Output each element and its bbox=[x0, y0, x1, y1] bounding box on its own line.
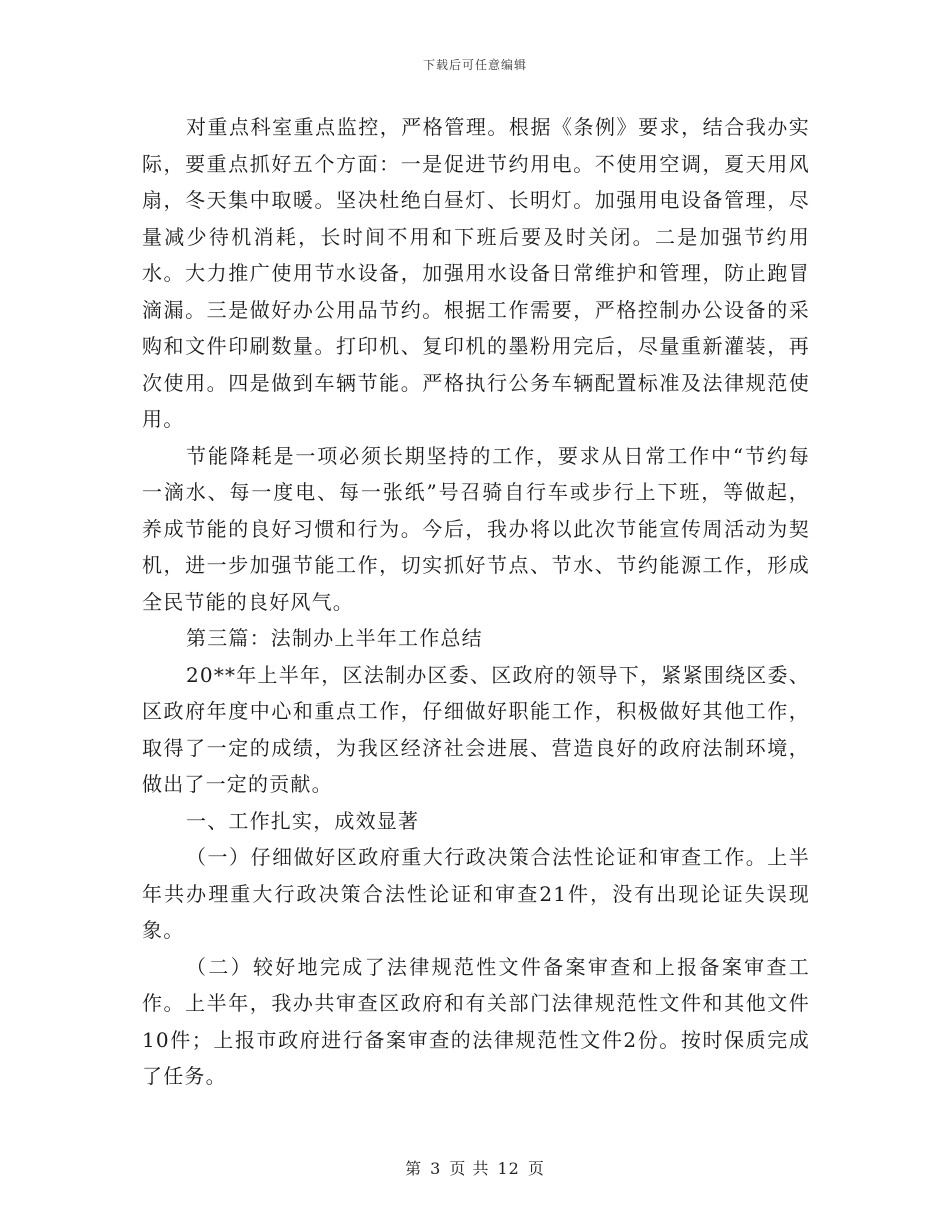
paragraph-item-2: （二）较好地完成了法律规范性文件备案审查和上报备案审查工作。上半年，我办共审查区政府和有关部门法律规范性文件和其他文件10件；上报市政府进行备案审查的法律规范性文件2份。按时保质完成了任务。 bbox=[142, 954, 810, 1088]
total-pages-number: 12 bbox=[497, 1159, 520, 1178]
paragraph-energy-saving-conclusion: 节能降耗是一项必须长期坚持的工作，要求从日常工作中“节约每一滴水、每一度电、每一张纸”号召骑自行车或步行上下班，等做起，养成节能的良好习惯和行为。今后，我办将以此次节能宣传周活动为契机，进一步加强节能工作，切实抓好节点、节水、节约能源工作，形成全民节能的良好风气。 bbox=[142, 443, 810, 614]
paragraph-energy-saving-measures: 对重点科室重点监控，严格管理。根据《条例》要求，结合我办实际，要重点抓好五个方面：一是促进节约用电。不使用空调，夏天用风扇，冬天集中取暖。坚决杜绝白昼灯、长明灯。加强用电设备管理，尽量减少待机消耗，长时间不用和下班后要及时关闭。二是加强节约用水。大力推广使用节水设备，加强用水设备日常维护和管理，防止跑冒滴漏。三是做好办公用品节约。根据工作需要，严格控制办公设备的采购和文件印刷数量。打印机、复印机的墨粉用完后，尽量重新灌装，再次使用。四是做到车辆节能。严格执行公务车辆配置标准及法律规范使用。 bbox=[142, 115, 810, 431]
page-label-prefix: 第 bbox=[405, 1159, 423, 1178]
page-label-suffix: 页 bbox=[527, 1159, 545, 1178]
section-title: 第三篇：法制办上半年工作总结 bbox=[186, 626, 483, 650]
paragraph-summary-intro: 20**年上半年，区法制办区委、区政府的领导下，紧紧围绕区委、区政府年度中心和重点工作，仔细做好职能工作，积极做好其他工作，取得了一定的成绩，为我区经济社会进展、营造良好的政府法制环境，做出了一定的贡献。 bbox=[142, 662, 810, 796]
document-body bbox=[142, 109, 810, 1095]
current-page-number: 3 bbox=[430, 1159, 442, 1178]
page-header-note: 下载后可任意编辑 bbox=[422, 58, 527, 72]
page-number-footer bbox=[0, 1156, 950, 1179]
page-label-mid: 页 共 bbox=[449, 1159, 490, 1178]
paragraph-item-1: （一）仔细做好区政府重大行政决策合法性论证和审查工作。上半年共办理重大行政决策合法性论证和审查21件，没有出现论证失误现象。 bbox=[142, 845, 810, 942]
section-heading-1: 一、工作扎实，成效显著 bbox=[186, 808, 420, 833]
